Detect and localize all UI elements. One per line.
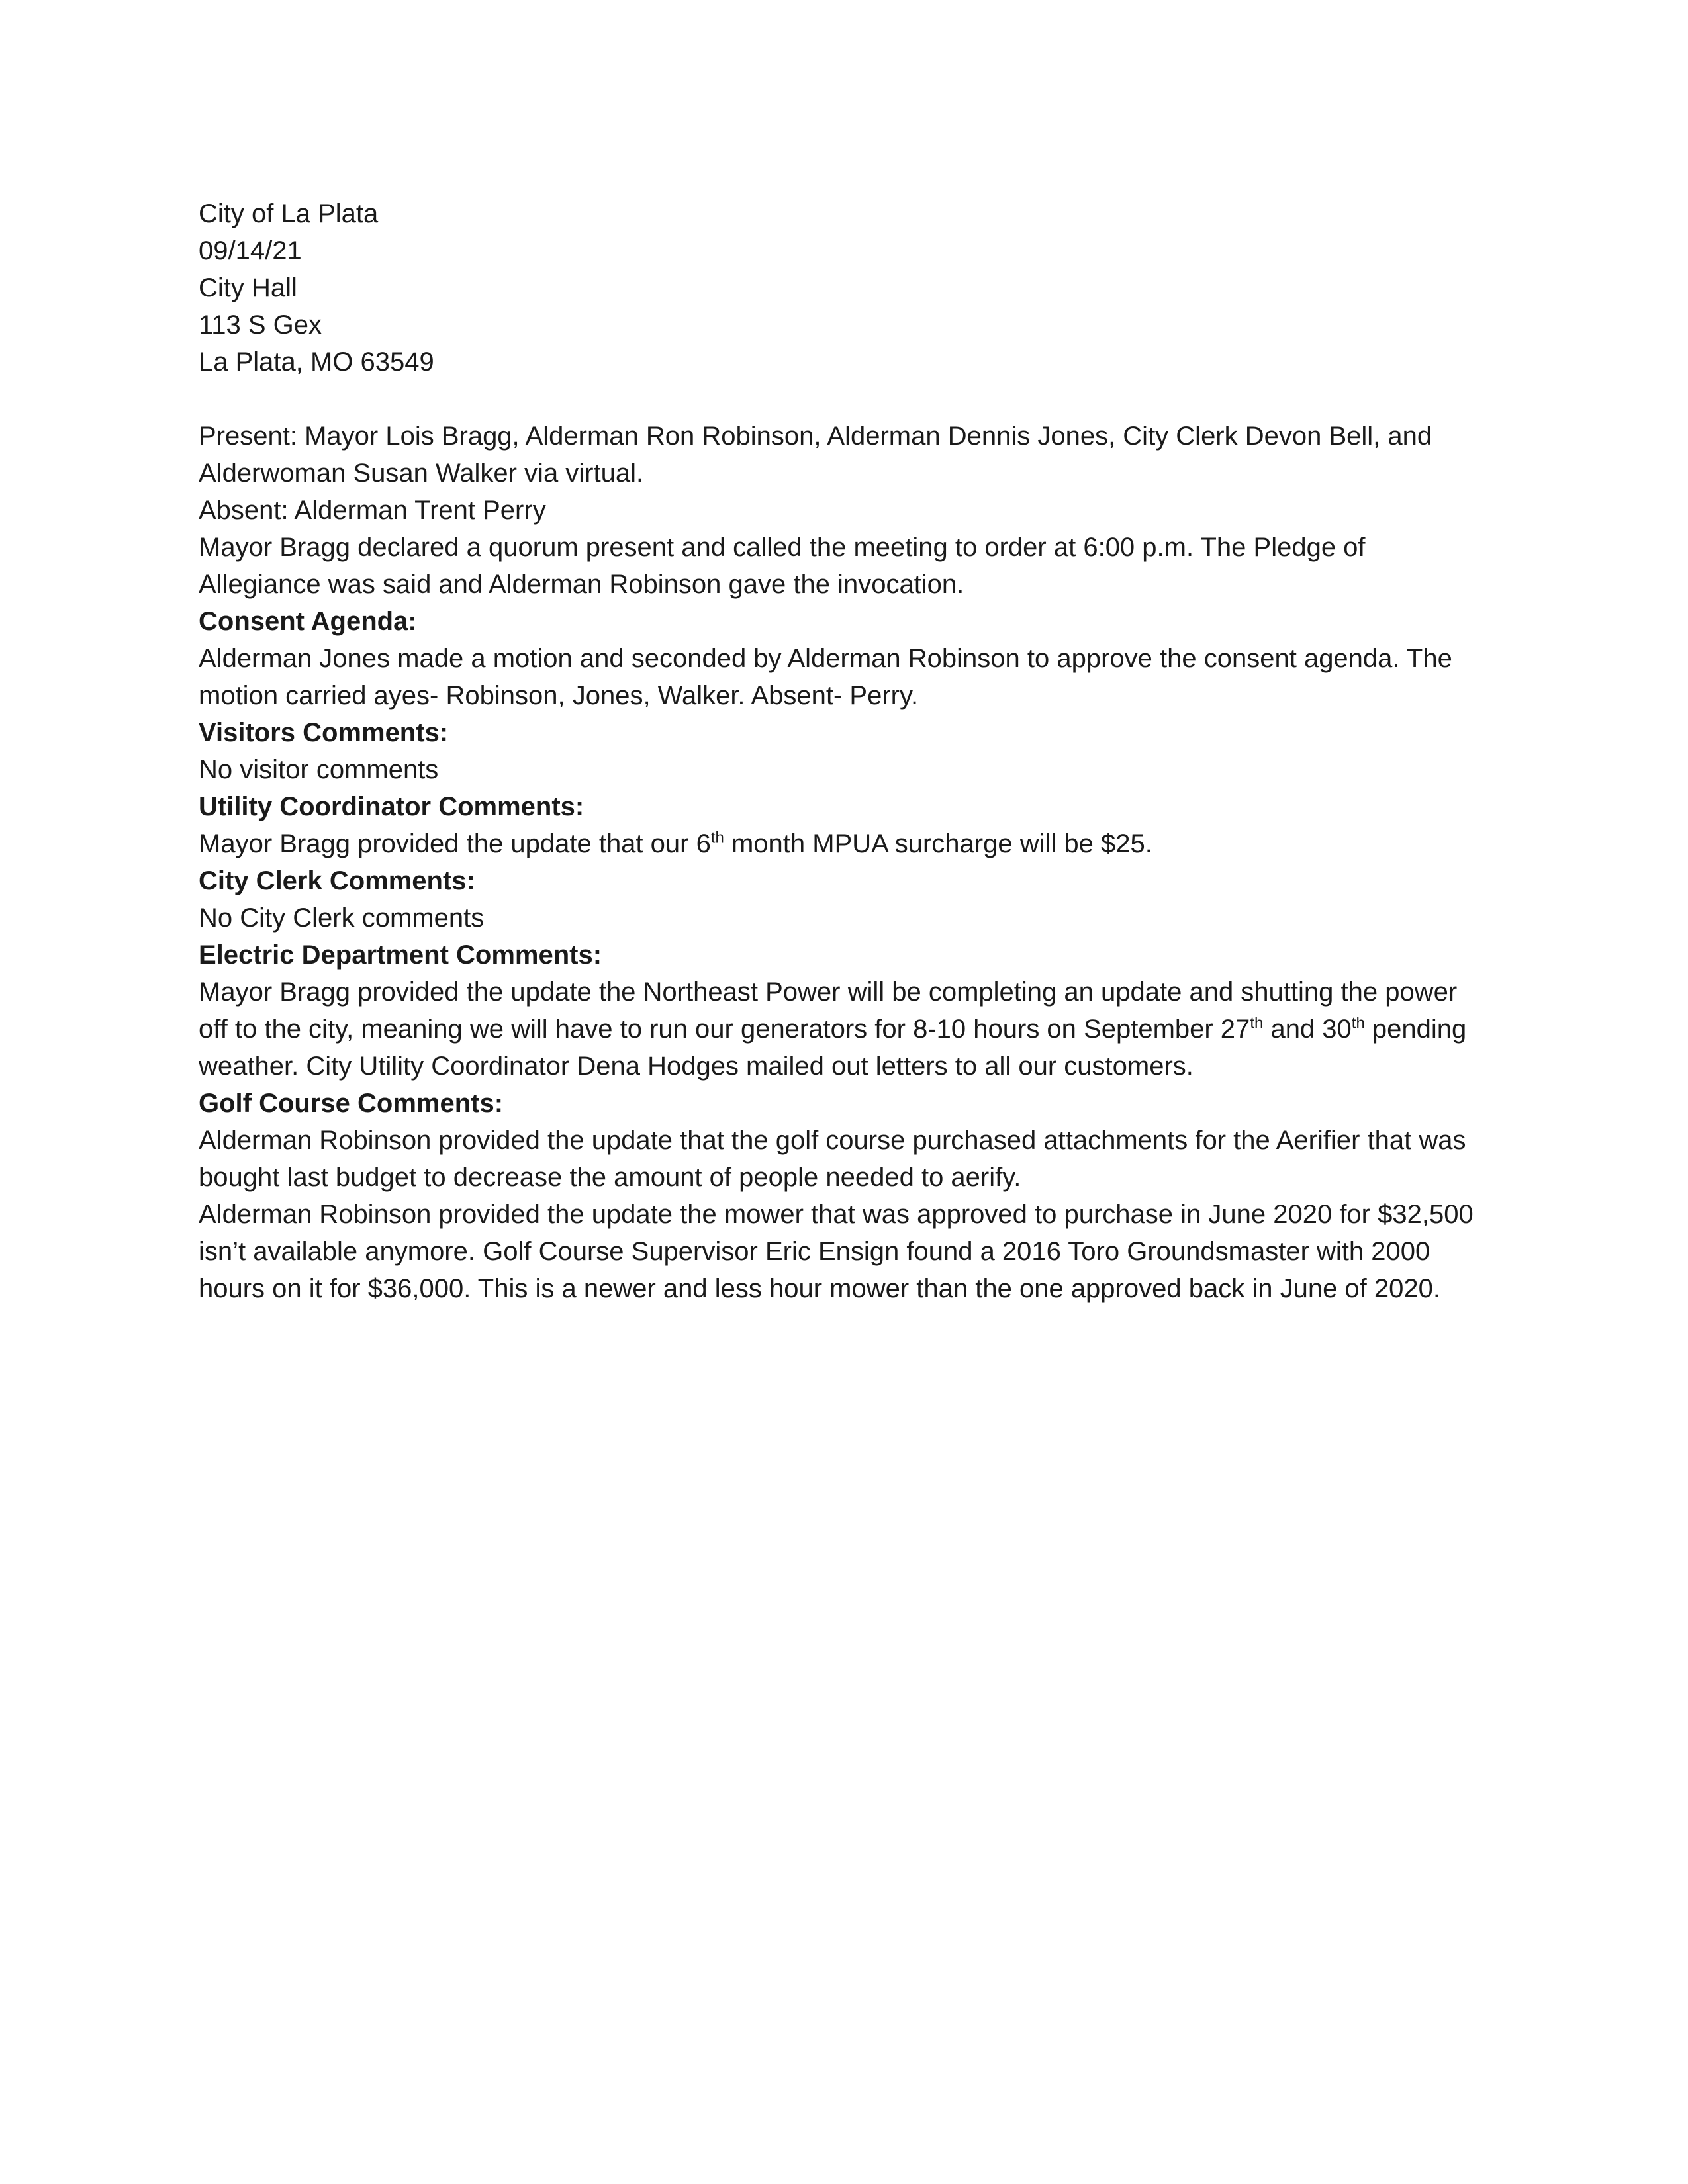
electric-ordinal-suffix: th — [1351, 1014, 1365, 1032]
address-block — [199, 195, 1489, 381]
city-clerk-heading: City Clerk Comments: — [199, 866, 475, 895]
absent-paragraph: Absent: Alderman Trent Perry — [199, 496, 546, 525]
consent-agenda-text: Alderman Jones made a motion and seconded by Alderman Robinson to approve the consent agenda. The motion carried ayes- Robinson, Jones, Walker. Absent- Perry. — [199, 644, 1452, 710]
present-paragraph: Present: Mayor Lois Bragg, Alderman Ron Robinson, Alderman Dennis Jones, City Clerk Devon Bell, and Alderwoman Susan Walker via virtual. — [199, 422, 1432, 488]
visitors-text: No visitor comments — [199, 755, 439, 784]
utility-heading: Utility Coordinator Comments: — [199, 792, 585, 821]
meeting-location: City Hall — [199, 273, 297, 302]
electric-heading: Electric Department Comments: — [199, 940, 602, 970]
utility-text — [199, 825, 1489, 862]
electric-text-part: pending weather. City Utility Coordinator Dena Hodges mailed out letters to all our customers. — [199, 1015, 1467, 1081]
city-clerk-text: No City Clerk comments — [199, 903, 485, 933]
meeting-date: 09/14/21 — [199, 236, 302, 265]
consent-agenda-heading: Consent Agenda: — [199, 607, 417, 636]
golf-text-mower: Alderman Robinson provided the update the mower that was approved to purchase in June 2020 for $32,500 isn’t available anymore. Golf Course Supervisor Eric Ensign found a 2016 Toro Groundsmaster with 2000 hours on it for $36,000. This is a newer and less hour mower than the one approved back in June of 2020. — [199, 1200, 1474, 1303]
electric-text — [199, 974, 1489, 1085]
electric-ordinal-suffix: th — [1250, 1014, 1264, 1032]
golf-heading: Golf Course Comments: — [199, 1089, 504, 1118]
utility-text-part: month MPUA surcharge will be $25. — [724, 829, 1152, 858]
utility-text-part: Mayor Bragg provided the update that our 6 — [199, 829, 711, 858]
electric-text-part: and 30 — [1263, 1015, 1352, 1044]
minutes-page — [199, 195, 1489, 1307]
street-address: 113 S Gex — [199, 310, 322, 340]
city-state-zip: La Plata, MO 63549 — [199, 347, 434, 377]
golf-text-aerifier: Alderman Robinson provided the update that the golf course purchased attachments for the Aerifier that was bought last budget to decrease the amount of people needed to aerify. — [199, 1126, 1466, 1192]
visitors-heading: Visitors Comments: — [199, 718, 449, 747]
call-to-order-paragraph: Mayor Bragg declared a quorum present and called the meeting to order at 6:00 p.m. The Pledge of Allegiance was said and Alderman Robinson gave the invocation. — [199, 533, 1366, 599]
electric-text-part: Mayor Bragg provided the update the Northeast Power will be completing an update and shutting the power off to the city, meaning we will have to run our generators for 8-10 hours on September 27 — [199, 978, 1458, 1044]
utility-ordinal-suffix: th — [710, 829, 724, 847]
city-name: City of La Plata — [199, 199, 379, 228]
